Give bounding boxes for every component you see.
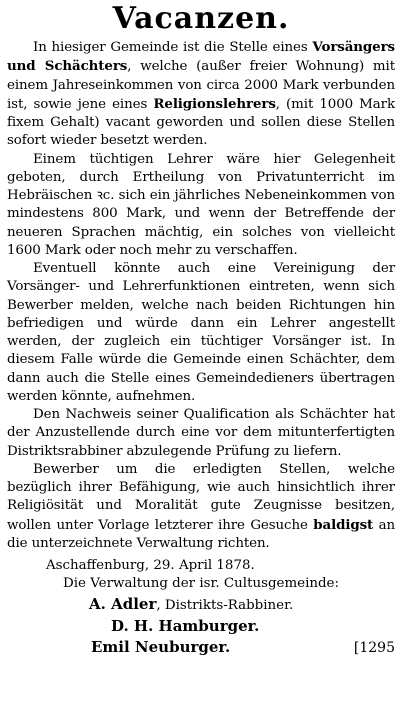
position-cantor-shochet: Vorsängers und Schächters <box>7 39 395 75</box>
place-and-date: Aschaffenburg, 29. April 1878. <box>46 558 255 573</box>
issuing-board: Die Verwaltung der isr. Cultusgemeinde: <box>63 576 339 592</box>
paragraph-combined-role: Eventuell könnte auch eine Vereinigung der Vorsänger- und Lehrerfunktionen eintreten, wenn sich Bewerber melden, welche nach beiden Richtungen hin befriedigen und würde dann ein Lehrer angestellt werden, der zugleich ein tüchtiger Vorsänger ist. In diesem Falle würde die Gemeinde einen Schächter, dem dann auch die Stelle eines Gemeindedieners übertragen werden könnte, aufnehmen. <box>7 261 395 404</box>
signature-neuburger-line <box>7 637 395 658</box>
p5-text-a: Bewerber um die erledigten Stellen, welche bezüglich ihrer Befähigung, wie auch hinsichtlich ihrer Religiösität und Moralität gute Zeugnisse besitzen, wollen unter Vorlage letzterer ihre Gesuche <box>7 461 395 533</box>
emphasis-soonest: baldigst <box>313 516 374 533</box>
reference-number: [1295 <box>353 639 395 656</box>
signature-neuburger: Emil Neuburger. <box>91 637 231 656</box>
p5-text-c: an die unterzeichnete Verwaltung richten. <box>7 517 395 551</box>
paragraph-qualification: Den Nachweis seiner Qualification als Schächter hat der Anzustellende durch eine vor dem mitunterfertigten Distriktsrabbiner abzulegende Prüfung zu liefern. <box>7 407 395 459</box>
advertisement-title: Vacanzen. <box>112 1 290 36</box>
signature-rabbi <box>7 594 395 616</box>
paragraph-application <box>7 461 395 553</box>
signature-rabbi-title: , Distrikts-Rabbiner. <box>156 597 294 613</box>
signature-hamburger: D. H. Hamburger. <box>111 616 260 635</box>
p1-text-e: , (mit 1000 Mark fixem Gehalt) vacant geworden und sollen diese Stellen sofort wieder besetzt werden. <box>7 96 395 149</box>
signature-rabbi-name: A. Adler <box>89 594 157 613</box>
position-religion-teacher: Religionslehrers <box>153 95 276 112</box>
p1-text-a: In hiesiger Gemeinde ist die Stelle eines <box>33 40 313 55</box>
p1-text-c: , welche (außer freier Wohnung) mit einem Jahreseinkommen von circa 2000 Mark verbunden ist, sowie jene eines <box>7 59 395 112</box>
paragraph-positions <box>7 38 395 151</box>
paragraph-extra-income: Einem tüchtigen Lehrer wäre hier Gelegenheit geboten, durch Ertheilung von Privatunterricht im Hebräischen ꝛc. sich ein jährliches Nebeneinkommen von mindestens 800 Mark, und wenn der Betreffende der neueren Sprachen mächtig, ein solches von vielleicht 1600 Mark oder noch mehr zu verschaffen. <box>7 151 395 258</box>
